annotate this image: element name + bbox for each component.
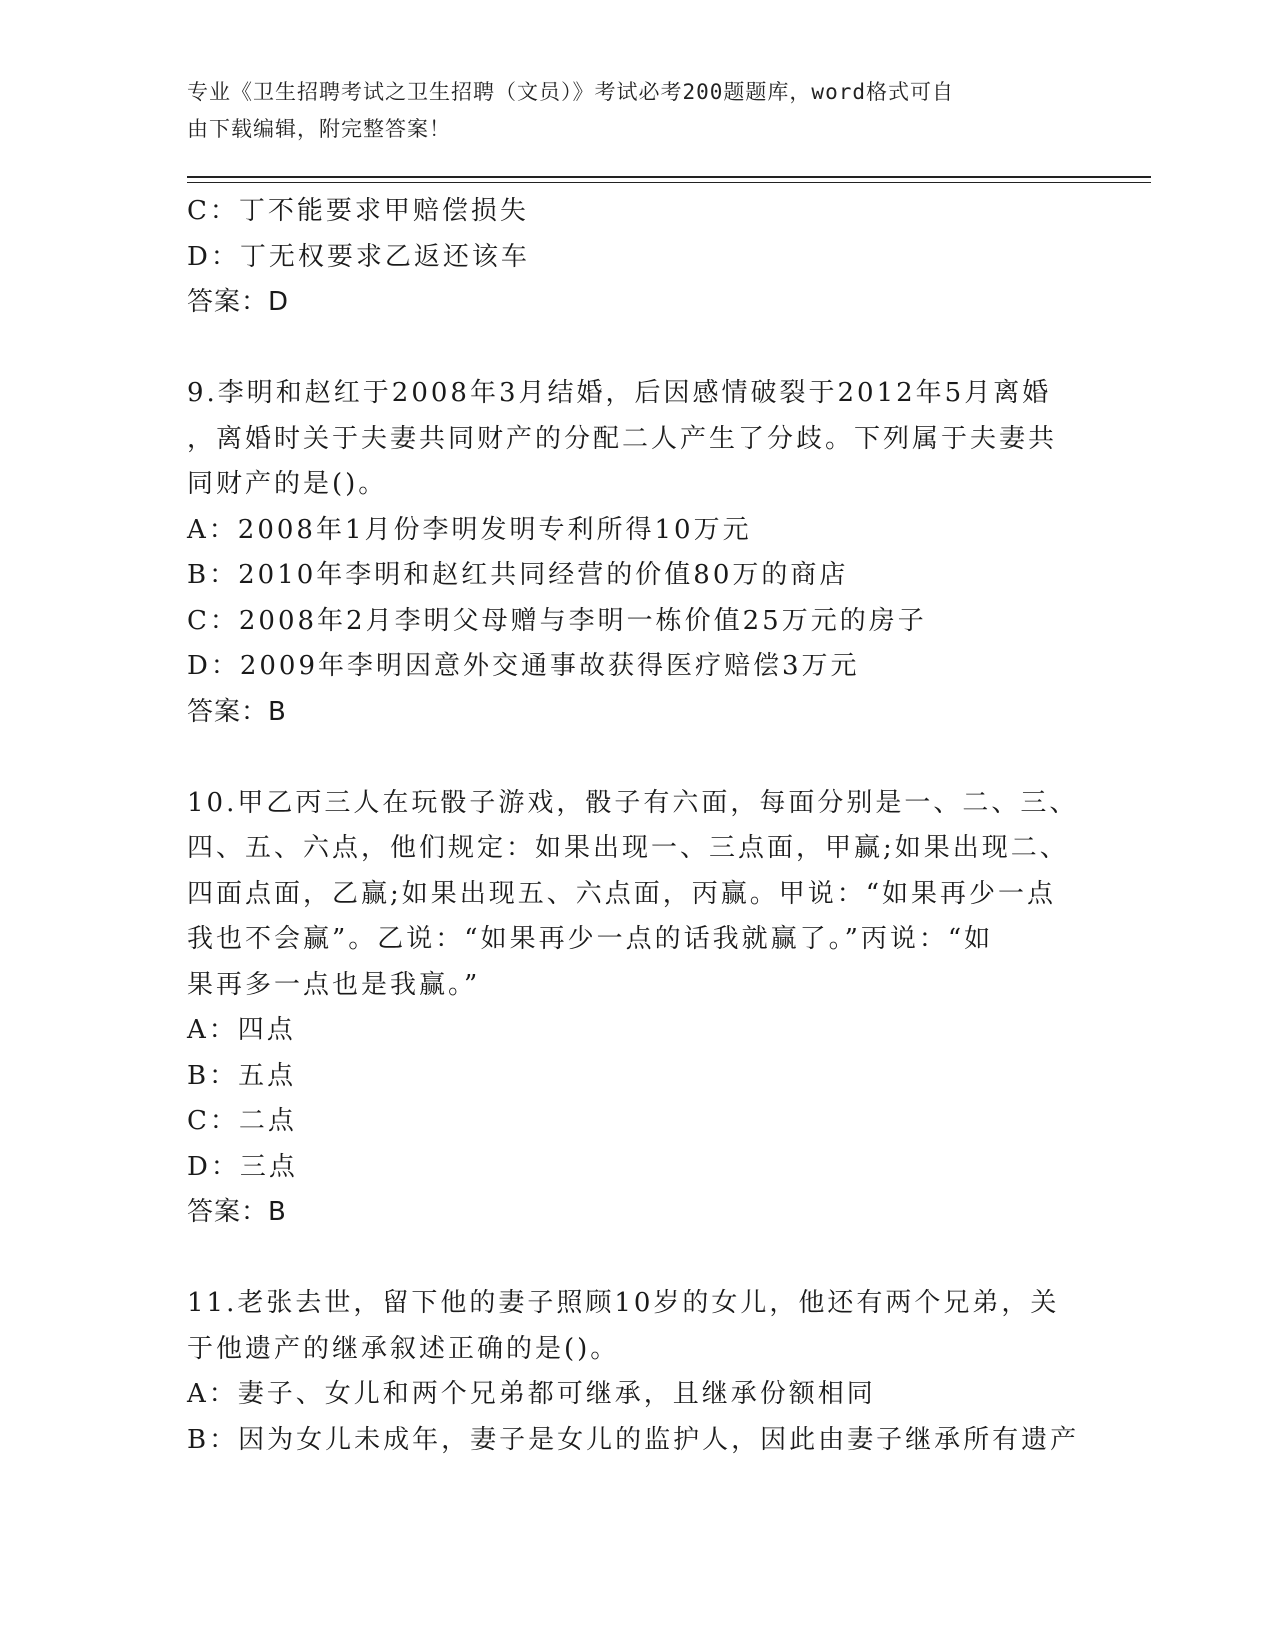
- spacer: [187, 735, 1077, 781]
- q10-question-text: [187, 781, 1077, 1009]
- question-11: [187, 1281, 1080, 1463]
- q8-option-d: D：丁无权要求乙返还该车: [187, 241, 530, 272]
- spacer: [187, 326, 1077, 372]
- q10-text-line: 四、五、六点，他们规定：如果出现一、三点面，甲赢;如果出现二、: [187, 833, 1069, 863]
- q10-text-line: 我也不会赢”。乙说：“如果再少一点的话我就赢了。”丙说：“如: [187, 924, 994, 954]
- q9-text-line: 同财产的是()。: [187, 469, 388, 499]
- q9-option-b: B：2010年李明和赵红共同经营的价值80万的商店: [187, 560, 849, 590]
- header-divider-thin: [187, 182, 1151, 183]
- question-8: [187, 189, 1077, 326]
- q8-option-c: C：丁不能要求甲赔偿损失: [187, 196, 529, 226]
- document-body: [187, 189, 1080, 1463]
- q9-option-d: D：2009年李明因意外交通事故获得医疗赔偿3万元: [187, 651, 860, 681]
- header-divider-thick: [187, 176, 1151, 178]
- q10-answer: 答案：B: [187, 1197, 287, 1227]
- q9-option-c: C：2008年2月李明父母赠与李明一栋价值25万元的房子: [187, 605, 927, 636]
- q11-text-line: 11.老张去世，留下他的妻子照顾10岁的女儿，他还有两个兄弟，关: [187, 1288, 1060, 1318]
- q9-question-text: [187, 371, 1077, 508]
- q8-answer: 答案：D: [187, 287, 290, 317]
- document-header: [187, 74, 1067, 148]
- question-9: [187, 371, 1077, 735]
- q11-option-a: A：妻子、女儿和两个兄弟都可继承，且继承份额相同: [187, 1379, 876, 1409]
- q11-question-text: [187, 1281, 1077, 1372]
- q10-text-line: 10.甲乙丙三人在玩骰子游戏，骰子有六面，每面分别是一、二、三、: [187, 787, 1079, 818]
- q10-option-a: A：四点: [187, 1015, 296, 1045]
- q11-text-line: 于他遗产的继承叙述正确的是()。: [187, 1333, 620, 1364]
- question-10: [187, 781, 1077, 1236]
- header-line-2: 由下载编辑，附完整答案！: [187, 117, 451, 141]
- q10-text-line: 四面点面，乙赢;如果出现五、六点面，丙赢。甲说：“如果再少一点: [187, 878, 1057, 909]
- q9-text-line: 9.李明和赵红于2008年3月结婚，后因感情破裂于2012年5月离婚: [187, 378, 1052, 408]
- q9-option-a: A：2008年1月份李明发明专利所得10万元: [187, 514, 752, 545]
- q11-option-b: B：因为女儿未成年，妻子是女儿的监护人，因此由妻子继承所有遗产: [187, 1424, 1080, 1455]
- q10-option-b: B：五点: [187, 1060, 297, 1091]
- q10-option-d: D：三点: [187, 1151, 298, 1182]
- q10-option-c: C：二点: [187, 1106, 297, 1136]
- header-line-1: 专业《卫生招聘考试之卫生招聘（文员）》考试必考200题题库，word格式可自: [187, 80, 954, 104]
- q9-text-line: ，离婚时关于夫妻共同财产的分配二人产生了分歧。下列属于夫妻共: [187, 423, 1058, 454]
- q9-answer: 答案：B: [187, 696, 287, 727]
- spacer: [187, 1236, 1077, 1282]
- q10-text-line: 果再多一点也是我赢。”: [187, 969, 481, 1000]
